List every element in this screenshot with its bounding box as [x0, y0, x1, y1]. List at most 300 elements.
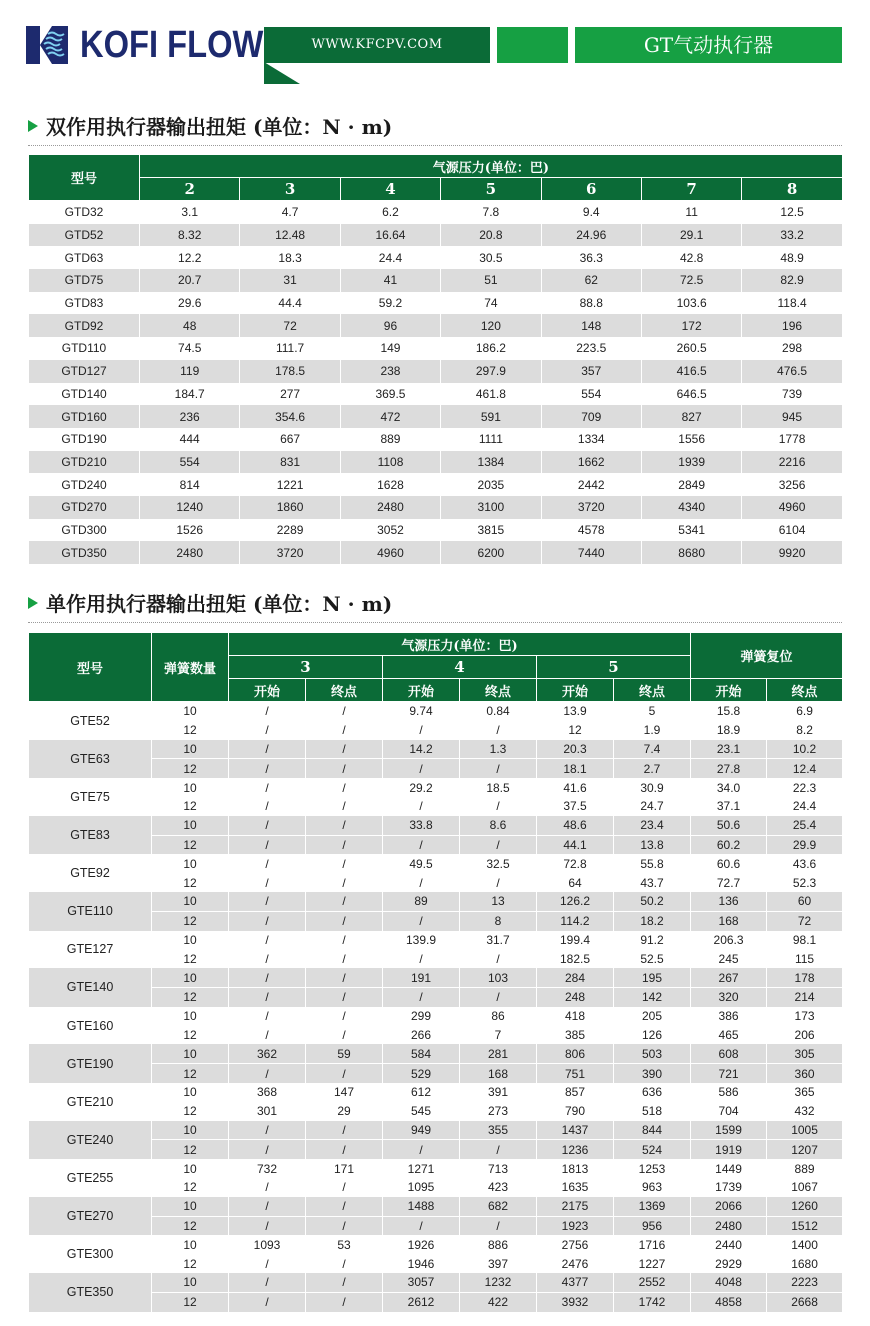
torque-cell: /: [383, 759, 460, 778]
torque-cell: 126.2: [537, 892, 614, 911]
model-cell: GTE190: [29, 1044, 152, 1083]
torque-cell: 1599: [691, 1121, 767, 1140]
torque-cell: 43.7: [614, 873, 691, 892]
torque-cell: 3720: [541, 496, 641, 519]
table-row: [29, 1064, 843, 1083]
torque-cell: /: [229, 1178, 306, 1197]
torque-cell: 889: [340, 428, 440, 451]
spring-count-cell: 10: [152, 702, 229, 721]
torque-cell: 23.1: [691, 740, 767, 759]
torque-cell: 44.4: [240, 292, 340, 315]
torque-cell: /: [229, 740, 306, 759]
pressure-header: 3: [229, 656, 383, 679]
torque-cell: /: [383, 797, 460, 816]
torque-cell: 1.9: [614, 721, 691, 740]
spring-count-cell: 12: [152, 873, 229, 892]
torque-cell: /: [306, 892, 383, 911]
table-row: [29, 360, 843, 383]
torque-cell: /: [306, 1197, 383, 1216]
spring-count-cell: 10: [152, 1273, 229, 1292]
torque-cell: 30.9: [614, 778, 691, 797]
torque-cell: 8680: [641, 541, 741, 564]
torque-cell: 7.8: [441, 201, 541, 224]
pressure-header: 5: [537, 656, 691, 679]
spring-count-cell: 10: [152, 1235, 229, 1254]
spring-count-cell: 12: [152, 1254, 229, 1273]
torque-cell: 391: [460, 1083, 537, 1102]
torque-cell: 12.48: [240, 224, 340, 247]
torque-cell: /: [460, 873, 537, 892]
torque-cell: 43.6: [767, 854, 843, 873]
torque-cell: /: [306, 816, 383, 835]
torque-cell: 1369: [614, 1197, 691, 1216]
torque-cell: 173: [767, 1007, 843, 1026]
torque-cell: 3.1: [140, 201, 240, 224]
torque-cell: /: [383, 1216, 460, 1235]
torque-cell: 266: [383, 1026, 460, 1045]
spring-count-cell: 12: [152, 1026, 229, 1045]
torque-cell: 50.2: [614, 892, 691, 911]
torque-cell: 59.2: [340, 292, 440, 315]
torque-cell: 3052: [340, 519, 440, 542]
torque-cell: 41: [340, 269, 440, 292]
table-row: [29, 759, 843, 778]
torque-cell: 2849: [641, 473, 741, 496]
torque-cell: 281: [460, 1044, 537, 1063]
product-title: GT气动执行器: [643, 33, 774, 57]
torque-cell: /: [229, 1140, 306, 1159]
triangle-bullet-icon: [28, 597, 38, 609]
page-header: [0, 0, 870, 90]
torque-cell: 732: [229, 1159, 306, 1178]
torque-cell: 608: [691, 1044, 767, 1063]
table-row: [29, 1235, 843, 1254]
spring-count-cell: 10: [152, 1121, 229, 1140]
torque-cell: 34.0: [691, 778, 767, 797]
torque-cell: /: [229, 911, 306, 930]
table-row: [29, 496, 843, 519]
torque-cell: 354.6: [240, 405, 340, 428]
spring-count-cell: 12: [152, 1140, 229, 1159]
torque-cell: 33.2: [742, 224, 842, 247]
torque-cell: 15.8: [691, 702, 767, 721]
pressure-header: 4: [383, 656, 537, 679]
torque-cell: 3720: [240, 541, 340, 564]
torque-cell: 260.5: [641, 337, 741, 360]
torque-cell: 25.4: [767, 816, 843, 835]
pressure-header: 7: [641, 178, 741, 201]
table-row: [29, 1140, 843, 1159]
model-cell: GTD127: [29, 360, 140, 383]
torque-cell: 5: [614, 702, 691, 721]
torque-cell: /: [229, 797, 306, 816]
torque-cell: 205: [614, 1007, 691, 1026]
spring-count-cell: 12: [152, 1064, 229, 1083]
torque-cell: 8.32: [140, 224, 240, 247]
torque-cell: 524: [614, 1140, 691, 1159]
torque-cell: 739: [742, 383, 842, 406]
table-row: [29, 405, 843, 428]
torque-cell: 29.6: [140, 292, 240, 315]
torque-cell: 20.3: [537, 740, 614, 759]
torque-cell: 20.7: [140, 269, 240, 292]
model-cell: GTE127: [29, 931, 152, 969]
torque-cell: /: [306, 1254, 383, 1273]
torque-cell: 42.8: [641, 246, 741, 269]
torque-cell: /: [383, 949, 460, 968]
table-row: [29, 835, 843, 854]
torque-cell: 4578: [541, 519, 641, 542]
torque-cell: 591: [441, 405, 541, 428]
header-band-tail: [264, 62, 300, 84]
torque-cell: 1926: [383, 1235, 460, 1254]
torque-cell: 2066: [691, 1197, 767, 1216]
torque-cell: 55.8: [614, 854, 691, 873]
header-band-mid: [497, 27, 568, 63]
table-row: [29, 1044, 843, 1063]
model-cell: GTE255: [29, 1159, 152, 1197]
torque-cell: 554: [140, 451, 240, 474]
torque-cell: 62: [541, 269, 641, 292]
spring-count-cell: 10: [152, 968, 229, 987]
double-acting-torque-table: [28, 154, 843, 564]
torque-cell: 465: [691, 1026, 767, 1045]
torque-cell: /: [306, 1026, 383, 1045]
torque-cell: /: [460, 759, 537, 778]
torque-cell: 390: [614, 1064, 691, 1083]
table-row: [29, 1292, 843, 1311]
spring-count-cell: 10: [152, 892, 229, 911]
torque-cell: /: [383, 721, 460, 740]
pressure-header: 2: [140, 178, 240, 201]
torque-cell: 2480: [140, 541, 240, 564]
pressure-header: 5: [441, 178, 541, 201]
pressure-header: 6: [541, 178, 641, 201]
torque-cell: 806: [537, 1044, 614, 1063]
torque-cell: 518: [614, 1102, 691, 1121]
spring-count-cell: 10: [152, 1197, 229, 1216]
model-cell: GTD83: [29, 292, 140, 315]
torque-cell: 1526: [140, 519, 240, 542]
torque-cell: 29.9: [767, 835, 843, 854]
torque-cell: /: [306, 1121, 383, 1140]
torque-cell: 369.5: [340, 383, 440, 406]
torque-cell: 16.64: [340, 224, 440, 247]
spring-count-cell: 12: [152, 987, 229, 1006]
torque-cell: 6104: [742, 519, 842, 542]
torque-cell: 23.4: [614, 816, 691, 835]
torque-cell: 9920: [742, 541, 842, 564]
torque-cell: 195: [614, 968, 691, 987]
torque-cell: 472: [340, 405, 440, 428]
torque-cell: 115: [767, 949, 843, 968]
torque-cell: 1253: [614, 1159, 691, 1178]
torque-cell: 24.4: [767, 797, 843, 816]
torque-cell: /: [229, 1292, 306, 1311]
torque-cell: 7.4: [614, 740, 691, 759]
torque-cell: 721: [691, 1064, 767, 1083]
table-row: [29, 740, 843, 759]
torque-cell: 44.1: [537, 835, 614, 854]
table-row: [29, 1159, 843, 1178]
torque-cell: /: [306, 911, 383, 930]
torque-cell: 59: [306, 1044, 383, 1063]
torque-cell: 20.8: [441, 224, 541, 247]
torque-cell: 2612: [383, 1292, 460, 1311]
torque-cell: 136: [691, 892, 767, 911]
torque-cell: 8: [460, 911, 537, 930]
table-row: [29, 337, 843, 360]
torque-cell: 4340: [641, 496, 741, 519]
torque-cell: /: [460, 987, 537, 1006]
torque-cell: 2480: [691, 1216, 767, 1235]
spring-count-cell: 12: [152, 1178, 229, 1197]
table-row: [29, 1178, 843, 1197]
torque-cell: 1221: [240, 473, 340, 496]
torque-cell: 1095: [383, 1178, 460, 1197]
torque-cell: 2175: [537, 1197, 614, 1216]
table-row: [29, 1216, 843, 1235]
torque-cell: 48.6: [537, 816, 614, 835]
torque-cell: 2035: [441, 473, 541, 496]
table-row: [29, 383, 843, 406]
torque-cell: 32.5: [460, 854, 537, 873]
torque-cell: 1662: [541, 451, 641, 474]
torque-cell: 1437: [537, 1121, 614, 1140]
model-cell: GTD350: [29, 541, 140, 564]
pressure-header: 4: [340, 178, 440, 201]
torque-cell: 1108: [340, 451, 440, 474]
torque-cell: 1556: [641, 428, 741, 451]
model-cell: GTE92: [29, 854, 152, 892]
torque-cell: 18.5: [460, 778, 537, 797]
torque-cell: 963: [614, 1178, 691, 1197]
torque-cell: 31: [240, 269, 340, 292]
torque-cell: 636: [614, 1083, 691, 1102]
torque-cell: 1005: [767, 1121, 843, 1140]
torque-cell: 827: [641, 405, 741, 428]
torque-cell: 4377: [537, 1273, 614, 1292]
torque-cell: 554: [541, 383, 641, 406]
torque-cell: 178.5: [240, 360, 340, 383]
torque-cell: 2289: [240, 519, 340, 542]
torque-cell: 223.5: [541, 337, 641, 360]
torque-cell: /: [229, 873, 306, 892]
torque-cell: 461.8: [441, 383, 541, 406]
model-cell: GTD75: [29, 269, 140, 292]
torque-cell: 48.9: [742, 246, 842, 269]
model-cell: GTD190: [29, 428, 140, 451]
torque-cell: /: [306, 873, 383, 892]
torque-cell: /: [306, 740, 383, 759]
torque-cell: 88.8: [541, 292, 641, 315]
table-row: [29, 314, 843, 337]
model-cell: GTD160: [29, 405, 140, 428]
torque-cell: 8.6: [460, 816, 537, 835]
torque-cell: 12.2: [140, 246, 240, 269]
torque-cell: 423: [460, 1178, 537, 1197]
torque-cell: 6.2: [340, 201, 440, 224]
spring-count-cell: 12: [152, 949, 229, 968]
spring-count-cell: 10: [152, 1007, 229, 1026]
table-row: [29, 1254, 843, 1273]
torque-cell: /: [229, 1273, 306, 1292]
torque-cell: 12.5: [742, 201, 842, 224]
table-row: [29, 246, 843, 269]
torque-cell: 1207: [767, 1140, 843, 1159]
torque-cell: 4048: [691, 1273, 767, 1292]
torque-cell: 214: [767, 987, 843, 1006]
torque-cell: 814: [140, 473, 240, 496]
torque-cell: /: [229, 702, 306, 721]
torque-cell: 1260: [767, 1197, 843, 1216]
torque-cell: 682: [460, 1197, 537, 1216]
model-cell: GTE350: [29, 1273, 152, 1312]
torque-cell: 1093: [229, 1235, 306, 1254]
torque-cell: 2552: [614, 1273, 691, 1292]
torque-cell: 2476: [537, 1254, 614, 1273]
torque-cell: 1.3: [460, 740, 537, 759]
model-cell: GTE83: [29, 816, 152, 855]
torque-cell: /: [306, 1273, 383, 1292]
torque-cell: /: [229, 987, 306, 1006]
torque-cell: 1742: [614, 1292, 691, 1311]
torque-cell: /: [306, 1007, 383, 1026]
torque-cell: 320: [691, 987, 767, 1006]
torque-cell: /: [229, 1216, 306, 1235]
torque-cell: 86: [460, 1007, 537, 1026]
model-column-header: 型号: [29, 633, 152, 702]
torque-cell: 284: [537, 968, 614, 987]
torque-cell: /: [306, 949, 383, 968]
torque-cell: /: [306, 987, 383, 1006]
table-row: [29, 778, 843, 797]
torque-cell: /: [383, 873, 460, 892]
spring-count-cell: 12: [152, 911, 229, 930]
torque-cell: 60.6: [691, 854, 767, 873]
torque-cell: 103: [460, 968, 537, 987]
torque-cell: /: [306, 931, 383, 950]
torque-cell: 3815: [441, 519, 541, 542]
torque-cell: 444: [140, 428, 240, 451]
torque-cell: 844: [614, 1121, 691, 1140]
torque-cell: 709: [541, 405, 641, 428]
torque-cell: 82.9: [742, 269, 842, 292]
table-row: [29, 854, 843, 873]
torque-cell: 1635: [537, 1178, 614, 1197]
torque-cell: 119: [140, 360, 240, 383]
torque-cell: 50.6: [691, 816, 767, 835]
model-cell: GTE75: [29, 778, 152, 816]
torque-cell: 168: [691, 911, 767, 930]
torque-cell: /: [460, 797, 537, 816]
spring-count-cell: 12: [152, 797, 229, 816]
model-cell: GTE160: [29, 1007, 152, 1045]
table-row: [29, 473, 843, 496]
spring-count-cell: 10: [152, 1044, 229, 1063]
torque-cell: 3057: [383, 1273, 460, 1292]
table-row: [29, 269, 843, 292]
torque-cell: 1939: [641, 451, 741, 474]
torque-cell: 277: [240, 383, 340, 406]
torque-cell: 245: [691, 949, 767, 968]
torque-cell: 365: [767, 1083, 843, 1102]
torque-cell: 298: [742, 337, 842, 360]
torque-cell: 98.1: [767, 931, 843, 950]
table-row: [29, 292, 843, 315]
model-cell: GTD110: [29, 337, 140, 360]
torque-cell: 299: [383, 1007, 460, 1026]
torque-cell: 186.2: [441, 337, 541, 360]
torque-cell: 3256: [742, 473, 842, 496]
torque-cell: 191: [383, 968, 460, 987]
torque-cell: /: [306, 778, 383, 797]
spring-count-cell: 10: [152, 740, 229, 759]
torque-cell: /: [383, 911, 460, 930]
torque-cell: 586: [691, 1083, 767, 1102]
torque-cell: /: [306, 759, 383, 778]
torque-cell: 27.8: [691, 759, 767, 778]
torque-cell: /: [460, 949, 537, 968]
start-column-header: 开始: [537, 679, 614, 702]
torque-cell: 612: [383, 1083, 460, 1102]
model-cell: GTE270: [29, 1197, 152, 1236]
torque-cell: 545: [383, 1102, 460, 1121]
torque-cell: 667: [240, 428, 340, 451]
table-row: [29, 428, 843, 451]
torque-cell: 476.5: [742, 360, 842, 383]
torque-cell: 206: [767, 1026, 843, 1045]
model-cell: GTD210: [29, 451, 140, 474]
torque-cell: 1240: [140, 496, 240, 519]
table-row: [29, 1121, 843, 1140]
torque-cell: /: [229, 835, 306, 854]
torque-cell: 52.5: [614, 949, 691, 968]
end-column-header: 终点: [306, 679, 383, 702]
torque-cell: /: [229, 1121, 306, 1140]
torque-cell: /: [306, 1140, 383, 1159]
torque-cell: /: [306, 1292, 383, 1311]
torque-cell: /: [306, 854, 383, 873]
model-cell: GTD52: [29, 224, 140, 247]
torque-cell: 96: [340, 314, 440, 337]
torque-cell: 1778: [742, 428, 842, 451]
model-cell: GTD270: [29, 496, 140, 519]
torque-cell: /: [229, 1026, 306, 1045]
torque-cell: 1680: [767, 1254, 843, 1273]
torque-cell: 584: [383, 1044, 460, 1063]
company-logo[interactable]: [26, 26, 293, 64]
torque-cell: /: [229, 721, 306, 740]
table-row: [29, 1197, 843, 1216]
table-row: [29, 721, 843, 740]
torque-cell: 14.2: [383, 740, 460, 759]
torque-cell: /: [383, 987, 460, 1006]
torque-cell: 139.9: [383, 931, 460, 950]
torque-cell: 13: [460, 892, 537, 911]
torque-cell: 52.3: [767, 873, 843, 892]
double-acting-title-text: 双作用执行器输出扭矩 (单位：N · m): [46, 115, 393, 139]
website-link[interactable]: WWW.KFCPV.COM: [311, 37, 443, 52]
table-row: [29, 911, 843, 930]
torque-cell: 857: [537, 1083, 614, 1102]
torque-cell: 397: [460, 1254, 537, 1273]
torque-cell: 238: [340, 360, 440, 383]
torque-cell: 1813: [537, 1159, 614, 1178]
torque-cell: 0.84: [460, 702, 537, 721]
torque-cell: 72.8: [537, 854, 614, 873]
torque-cell: 4960: [340, 541, 440, 564]
